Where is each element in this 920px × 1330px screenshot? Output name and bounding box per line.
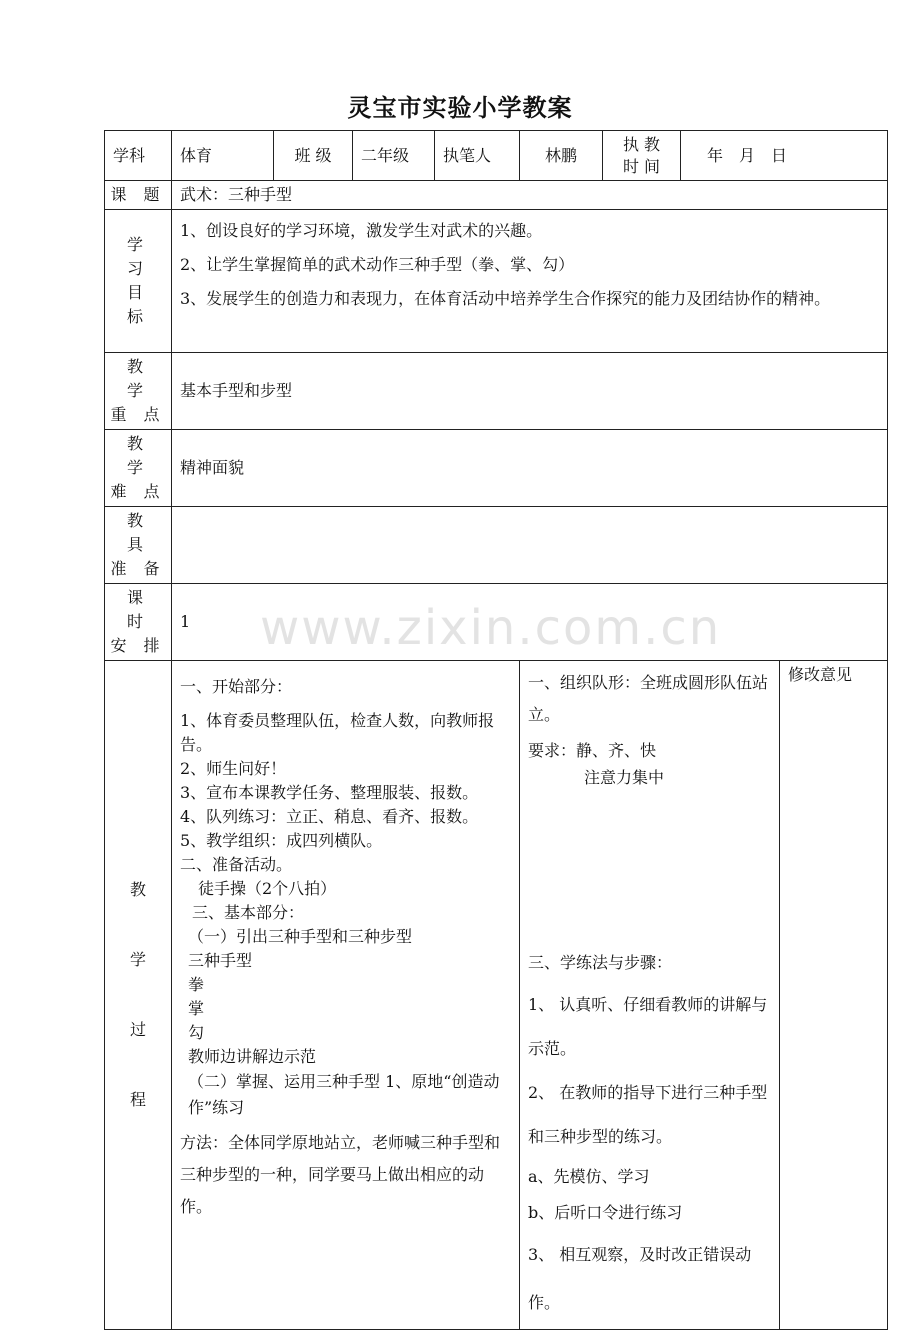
tools-row	[105, 507, 888, 584]
goals-row	[105, 210, 888, 353]
subject-label: 学科	[105, 131, 172, 181]
goal-item: 3、发展学生的创造力和表现力，在体育活动中培养学生合作探究的能力及团结协作的精神。	[180, 289, 831, 308]
process-label: 教 学 过 程	[105, 661, 172, 1330]
date-value: 年 月 日	[681, 131, 888, 181]
topic-value: 武术：三种手型	[172, 181, 888, 210]
goal-item: 2、让学生掌握简单的武术动作三种手型（拳、掌、勾）	[180, 255, 575, 274]
class-label: 班 级	[274, 131, 353, 181]
key-points-row	[105, 353, 888, 430]
difficulties-value: 精神面貌	[172, 430, 888, 507]
lesson-plan-table	[104, 130, 888, 1330]
hours-label: 课 时 安 排	[105, 584, 172, 661]
difficulties-label: 教 学 难 点	[105, 430, 172, 507]
tools-label: 教 具 准 备	[105, 507, 172, 584]
goals-list	[172, 210, 888, 353]
class-value: 二年级	[353, 131, 435, 181]
author-label: 执笔人	[435, 131, 520, 181]
key-points-label: 教 学 重 点	[105, 353, 172, 430]
key-points-value: 基本手型和步型	[172, 353, 888, 430]
hours-row	[105, 584, 888, 661]
student-activities: 一、组织队形：全班成圆形队伍站立。 要求：静、齐、快 注意力集中 三、学练法与步骤： 1、 认真听、仔细看教师的讲解与示范。 2、 在教师的指导下进行三种手型和三种步型的练习。 a、先模仿、学习 b、后听口令进行练习 3、 相互观察，及时改正错误动作。	[520, 661, 780, 1330]
subject-value: 体育	[172, 131, 274, 181]
goals-label: 学 习 目 标	[105, 210, 172, 353]
hours-value: 1	[172, 584, 888, 661]
author-value: 林鹏	[520, 131, 603, 181]
topic-label: 课 题	[105, 181, 172, 210]
goal-item: 1、创设良好的学习环境，激发学生对武术的兴趣。	[180, 221, 543, 240]
process-row	[105, 661, 888, 1330]
time-label: 执 教 时 间	[603, 131, 681, 181]
teacher-activities: 一、开始部分： 1、体育委员整理队伍，检查人数，向教师报告。 2、师生问好！ 3、宣布本课教学任务、整理服装、报数。 4、队列练习：立正、稍息、看齐、报数。 5、教学组织：成四列横队。 二、准备活动。 徒手操（2个八拍） 三、基本部分： （一）引出三种手型和三种步型 三种手型 拳 掌 勾 教师边讲解边示范 （二）掌握、运用三种手型 1、原地“创造动作”练习 方法：全体同学原地站立，老师喊三种手型和三种步型的一种，同学要马上做出相应的动作。	[172, 661, 520, 1330]
topic-row	[105, 181, 888, 210]
revision-notes: 修改意见	[780, 661, 888, 1330]
tools-value	[172, 507, 888, 584]
difficulties-row	[105, 430, 888, 507]
header-row	[105, 131, 888, 181]
page-title: 灵宝市实验小学教案	[347, 93, 573, 122]
watermark: www.zixin.com.cn	[260, 600, 722, 656]
